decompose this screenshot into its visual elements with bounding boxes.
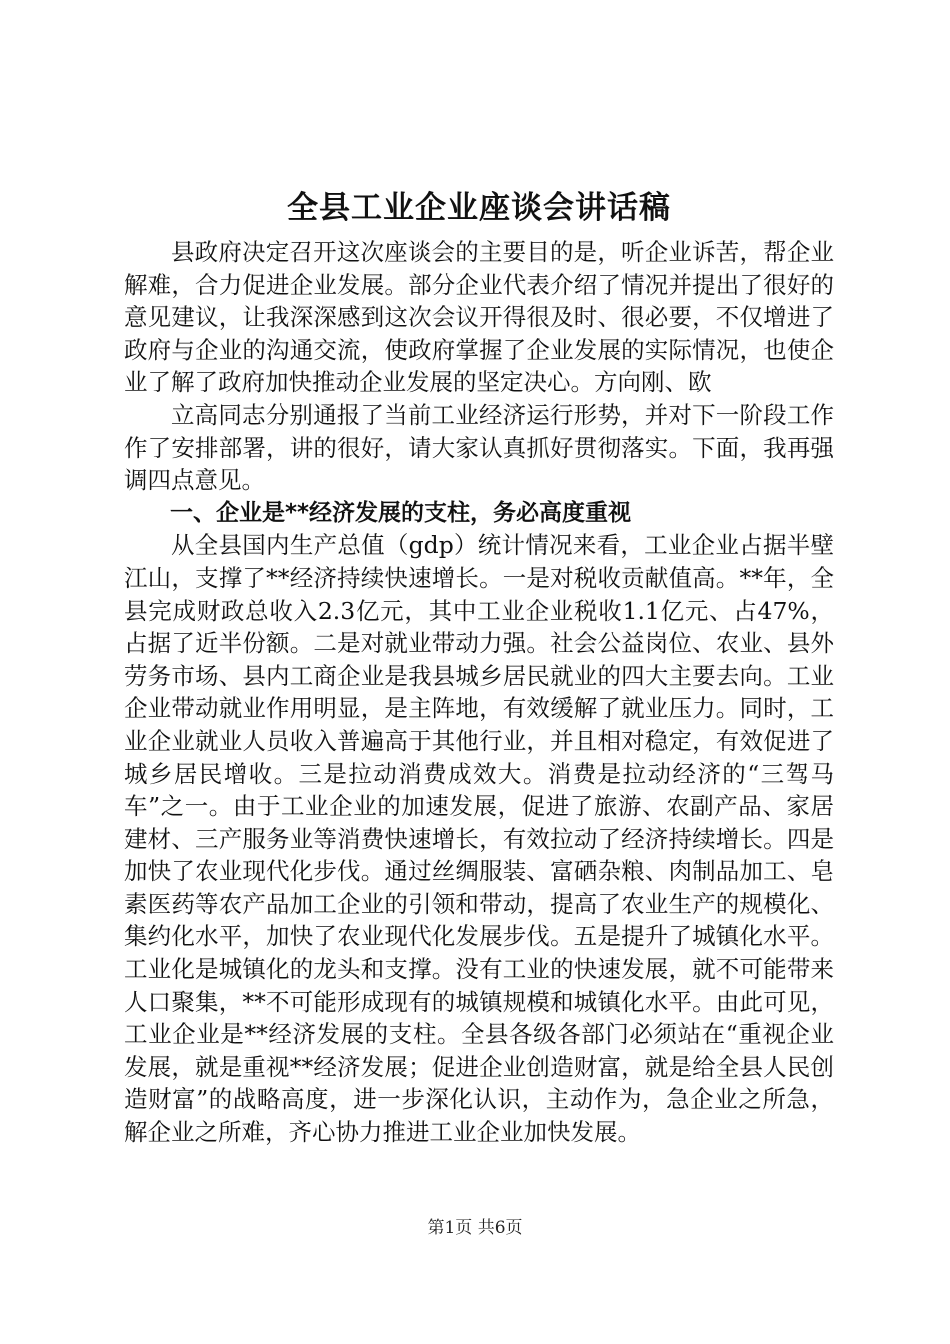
page-footer: 第1页 共6页 — [427, 1218, 523, 1238]
intro-paragraph: 县政府决定召开这次座谈会的主要目的是，听企业诉苦，帮企业解难，合力促进企业发展。部分企业代表介绍了情况并提出了很好的意见建议，让我深深感到这次会议开得很及时、很必要，不仅增进了政府与企业的沟通交流，使政府掌握了企业发展的实际情况，也使企业了解了政府加快推动企业发展的坚定决心。方向刚、欧 — [124, 238, 834, 397]
section-paragraph: 从全县国内生产总值（gdp）统计情况来看，工业企业占据半壁江山，支撑了**经济持续快速增长。一是对税收贡献值高。**年，全县完成财政总收入2.3亿元，其中工业企业税收1.1亿元、占47%，占据了近半份额。二是对就业带动力强。社会公益岗位、农业、县外劳务市场、县内工商企业是我县城乡居民就业的四大主要去向。工业企业带动就业作用明显，是主阵地，有效缓解了就业压力。同时，工业企业就业人员收入普遍高于其他行业，并且相对稳定，有效促进了城乡居民增收。三是拉动消费成效大。消费是拉动经济的“三驾马车”之一。由于工业企业的加速发展，促进了旅游、农副产品、家居建材、三产服务业等消费快速增长，有效拉动了经济持续增长。四是加快了农业现代化步伐。通过丝绸服装、富硒杂粮、肉制品加工、皂素医药等农产品加工企业的引领和带动，提高了农业生产的规模化、集约化水平，加快了农业现代化发展步伐。五是提升了城镇化水平。工业化是城镇化的龙头和支撑。没有工业的快速发展，就不可能带来人口聚集，**不可能形成现有的城镇规模和城镇化水平。由此可见，工业企业是**经济发展的支柱。全县各级各部门必须站在“重视企业发展，就是重视**经济发展；促进企业创造财富，就是给全县人民创造财富”的战略高度，进一步深化认识，主动作为，急企业之所急，解企业之所难，齐心协力推进工业企业加快发展。 — [124, 531, 834, 1147]
document-title: 全县工业企业座谈会讲话稿 — [287, 190, 671, 226]
intro-paragraph-continued: 立高同志分别通报了当前工业经济运行形势，并对下一阶段工作作了安排部署，讲的很好，请大家认真抓好贯彻落实。下面，我再强调四点意见。 — [124, 400, 834, 495]
section-heading: 一、企业是**经济发展的支柱，务必高度重视 — [170, 499, 632, 526]
document-body — [124, 186, 834, 1149]
